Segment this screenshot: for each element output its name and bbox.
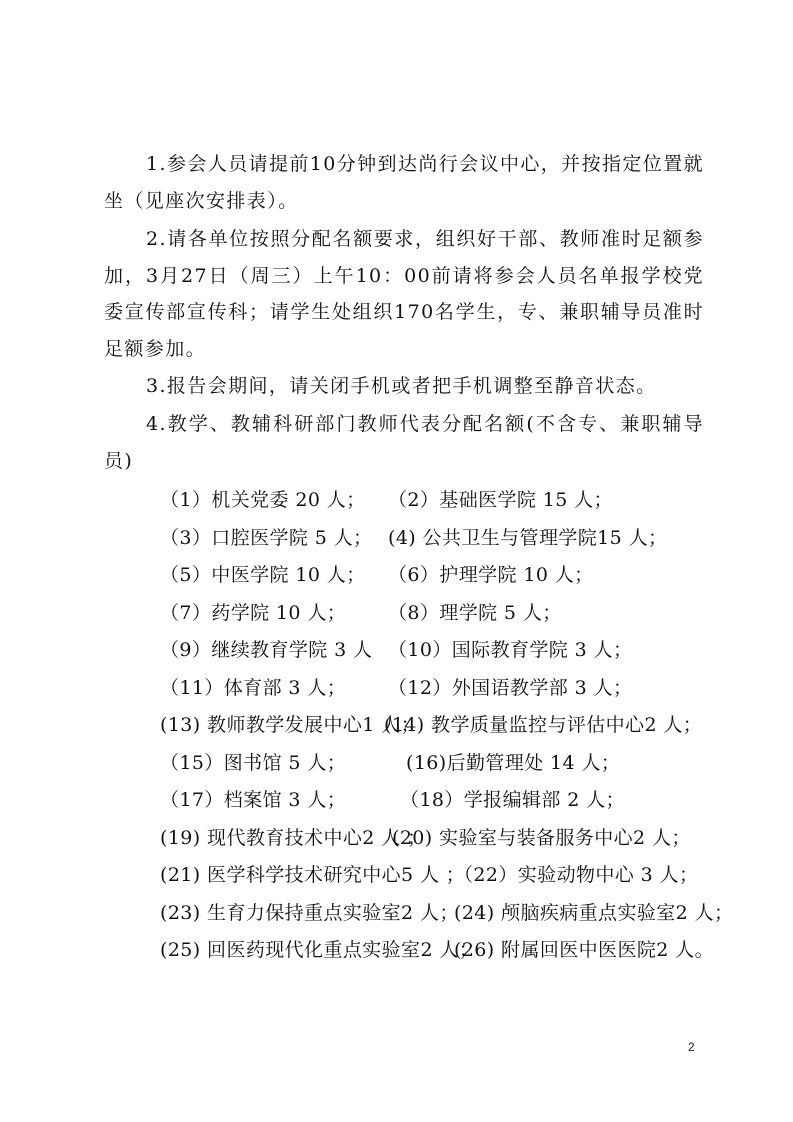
list-item bbox=[160, 557, 720, 595]
allocation-right: (14) 教学质量监控与评估中心2 人； bbox=[384, 714, 703, 736]
list-item bbox=[160, 782, 720, 820]
allocation-list bbox=[160, 482, 734, 970]
list-item bbox=[160, 482, 720, 520]
list-item bbox=[160, 520, 720, 558]
list-item bbox=[160, 595, 720, 633]
allocation-left: (21) 医学科学技术研究中心5 人 ； bbox=[160, 864, 466, 886]
allocation-right: （8）理学院 5 人； bbox=[388, 601, 562, 624]
list-item bbox=[160, 857, 720, 895]
page-number: 2 bbox=[688, 1040, 695, 1054]
allocation-right: (20) 实验室与装备服务中心2 人； bbox=[392, 826, 691, 849]
paragraph-3-text: 3.报告会期间，请关闭手机或者把手机调整至静音状态。 bbox=[146, 375, 657, 397]
allocation-right: （22）实验动物中心 3 人； bbox=[454, 864, 699, 886]
paragraph-1-text: 1.参会人员请提前10分钟到达尚行会议中心，并按指定位置就坐（见座次安排表）。 bbox=[104, 153, 704, 212]
allocation-left: (25) 回医药现代化重点实验室2 人； bbox=[160, 939, 479, 961]
list-item bbox=[160, 932, 720, 970]
allocation-left: （7）药学院 10 人； bbox=[160, 601, 347, 624]
allocation-right: （10）国际教育学院 3 人； bbox=[388, 639, 633, 661]
allocation-right: （12）外国语教学部 3 人； bbox=[388, 676, 633, 699]
allocation-right: （6）护理学院 10 人； bbox=[388, 564, 594, 586]
paragraph-3 bbox=[104, 368, 704, 405]
allocation-right: (24) 颅脑疾病重点实验室2 人； bbox=[454, 901, 734, 924]
allocation-right: （2）基础医学院 15 人； bbox=[388, 489, 613, 511]
allocation-left: （15）图书馆 5 人； bbox=[160, 751, 347, 774]
allocation-left: （1）机关党委 20 人； bbox=[160, 489, 366, 511]
allocation-left: （9）继续教育学院 3 人 bbox=[160, 639, 373, 661]
allocation-left: (19) 现代教育技术中心2 人 ； bbox=[160, 826, 427, 849]
paragraph-4 bbox=[104, 406, 704, 479]
paragraph-2 bbox=[104, 221, 704, 367]
allocation-right: (26) 附属回医中医医院2 人。 bbox=[454, 939, 714, 961]
allocation-left: （11）体育部 3 人； bbox=[160, 676, 347, 699]
allocation-left: （17）档案馆 3 人； bbox=[160, 789, 347, 811]
list-item bbox=[160, 632, 720, 670]
allocation-right: (4) 公共卫生与管理学院15 人； bbox=[388, 526, 668, 549]
list-item bbox=[160, 820, 720, 858]
list-item bbox=[160, 745, 720, 783]
list-item bbox=[160, 707, 720, 745]
allocation-left: （3）口腔医学院 5 人； bbox=[160, 526, 373, 549]
paragraph-4-text: 4.教学、教辅科研部门教师代表分配名额(不含专、兼职辅导员) bbox=[104, 413, 704, 472]
list-item bbox=[160, 895, 734, 933]
allocation-left: （5）中医学院 10 人； bbox=[160, 564, 366, 586]
list-item bbox=[160, 670, 720, 708]
allocation-left: (23) 生育力保持重点实验室2 人； bbox=[160, 901, 459, 924]
allocation-right: (16)后勤管理处 14 人； bbox=[406, 751, 621, 774]
paragraph-2-text: 2.请各单位按照分配名额要求，组织好干部、教师准时足额参加，3月27日（周三）上午10：00前请将参会人员名单报学校党委宣传部宣传科；请学生处组织170名学生，专、兼职辅导员准时足额参加。 bbox=[104, 228, 704, 360]
paragraph-1 bbox=[104, 146, 704, 219]
allocation-left: (13) 教师教学发展中心1 人； bbox=[160, 714, 420, 736]
allocation-right: （18）学报编辑部 2 人； bbox=[400, 789, 625, 811]
